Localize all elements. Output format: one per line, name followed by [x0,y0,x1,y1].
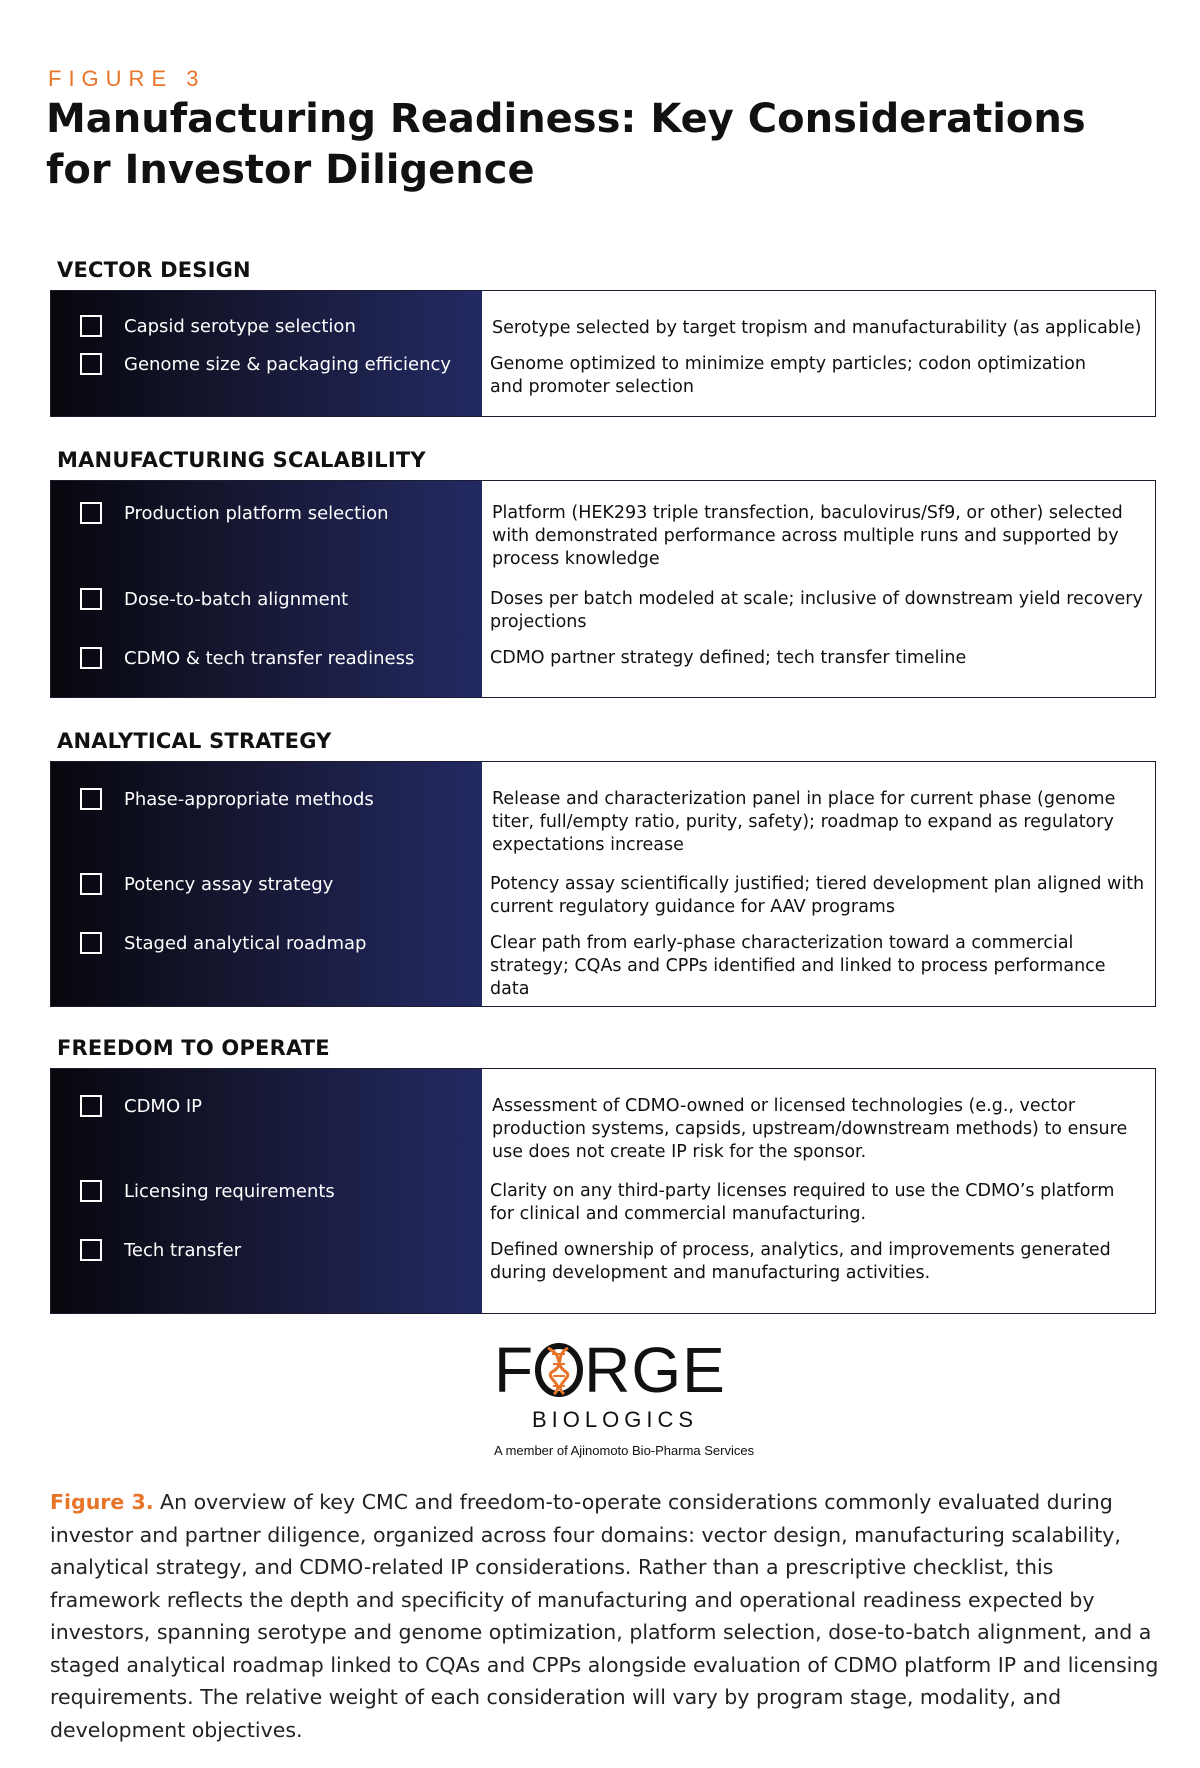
row-description: Doses per batch modeled at scale; inclusive of downstream yield recovery projections [490,589,1143,632]
page-title: Manufacturing Readiness: Key Considerations for Investor Diligence [46,96,1086,193]
section-heading: MANUFACTURING SCALABILITY [57,448,426,472]
checkbox[interactable] [80,932,102,954]
row-description: Potency assay scientifically justified; tiered development plan aligned with current regulatory guidance for AAV programs [490,874,1145,917]
row-description: Assessment of CDMO-owned or licensed technologies (e.g., vector production systems, capsids, upstream/downstream methods) to ensure use does not create IP risk for the sponsor. [492,1096,1128,1162]
row-label: Capsid serotype selection [124,316,356,337]
row-label: CDMO & tech transfer readiness [124,648,415,669]
checkbox[interactable] [80,502,102,524]
row-label: Genome size & packaging efficiency [124,354,452,375]
row-description: Platform (HEK293 triple transfection, baculovirus/Sf9, or other) selected with demonstrated performance across multiple runs and supported by process knowledge [492,503,1123,569]
row-label: Tech transfer [124,1240,242,1261]
row-label: Staged analytical roadmap [124,933,367,954]
section-heading: ANALYTICAL STRATEGY [57,729,332,753]
row-label: Production platform selection [124,503,389,524]
row-label: Dose-to-batch alignment [124,589,349,610]
checkbox[interactable] [80,1239,102,1261]
section-heading: VECTOR DESIGN [57,258,251,282]
row-description: Clarity on any third-party licenses required to use the CDMO’s platform for clinical and commercial manufacturing. [490,1181,1115,1224]
row-description: Genome optimized to minimize empty particles; codon optimization and promoter selection [490,354,1086,397]
logo-subtitle: BIOLOGICS [532,1407,699,1432]
checkbox[interactable] [80,647,102,669]
row-label: Potency assay strategy [124,874,334,895]
checkbox[interactable] [80,353,102,375]
section-panel [50,761,1156,1007]
row-description: Serotype selected by target tropism and manufacturability (as applicable) [492,318,1142,338]
section-panel [50,480,1156,698]
caption-label: Figure 3. [50,1490,154,1514]
section-heading: FREEDOM TO OPERATE [57,1036,330,1060]
row-description: Release and characterization panel in place for current phase (genome titer, full/empty ratio, purity, safety); roadmap to expand as regulatory expectations increase [492,789,1116,855]
logo-wordmark [494,1335,726,1405]
section-panel [50,290,1156,417]
row-description: CDMO partner strategy defined; tech transfer timeline [490,648,967,668]
row-description: Defined ownership of process, analytics, and improvements generated during development and manufacturing activities. [490,1240,1111,1283]
helix-o-icon [534,1342,584,1398]
checkbox[interactable] [80,873,102,895]
logo-tagline: A member of Ajinomoto Bio-Pharma Services [494,1443,755,1458]
figure-label: FIGURE 3 [48,66,206,91]
row-label: Phase-appropriate methods [124,789,374,810]
row-label: CDMO IP [124,1096,203,1117]
row-label: Licensing requirements [124,1181,335,1202]
row-description: Clear path from early-phase characterization toward a commercial strategy; CQAs and CPPs identified and linked to process performance data [490,933,1106,999]
checkbox[interactable] [80,1180,102,1202]
checkbox[interactable] [80,1095,102,1117]
logo-letter-f: F [494,1334,535,1406]
caption-text: An overview of key CMC and freedom-to-operate considerations commonly evaluated during investor and partner diligence, organized across four domains: vector design, manufacturing scalability, analytical strategy, and CDMO-related IP considerations. Rather than a prescriptive checklist, this framework reflects the depth and specificity of manufacturing and operational readiness expected by investors, spanning serotype and genome optimization, platform selection, dose-to-batch alignment, and a staged analytical roadmap linked to CQAs and CPPs alongside evaluation of CDMO platform IP and licensing requirements. The relative weight of each consideration will vary by program stage, modality, and development objectives. [50,1490,1159,1742]
forge-biologics-logo [490,1334,755,1465]
figure-caption [50,1486,1160,1746]
logo-letters-rge: RGE [584,1334,726,1406]
checkbox[interactable] [80,315,102,337]
checkbox[interactable] [80,788,102,810]
checkbox[interactable] [80,588,102,610]
section-panel [50,1068,1156,1314]
